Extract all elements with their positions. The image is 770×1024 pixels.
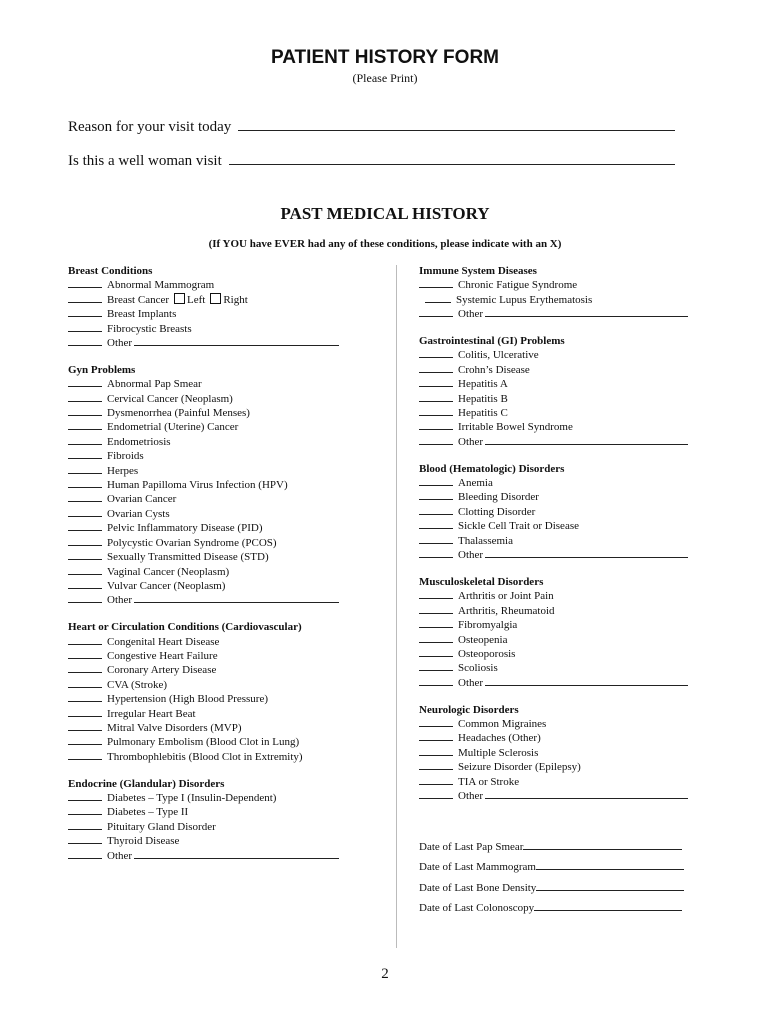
condition-group-immune-system-diseases: [419, 265, 709, 322]
condition-item-mitral-valve-disorders-mvp: [68, 721, 368, 735]
condition-label: Endometrial (Uterine) Cancer: [107, 421, 239, 434]
date-label: Date of Last Bone Density: [419, 881, 537, 894]
condition-group-endocrine-glandular-disorders: [68, 778, 368, 863]
check-blank[interactable]: [419, 618, 453, 628]
condition-group-title: Endocrine (Glandular) Disorders: [68, 777, 225, 790]
condition-item-arthritis-rheumatoid: [419, 604, 709, 618]
condition-item-crohn-s-disease: [419, 363, 709, 377]
condition-item-vulvar-cancer-neoplasm: [68, 579, 368, 593]
condition-group-gastrointestinal-gi-problems: [419, 335, 709, 449]
check-blank[interactable]: [419, 348, 453, 358]
condition-label: Other: [458, 435, 484, 448]
check-blank[interactable]: [68, 791, 102, 801]
other-specify-field[interactable]: [485, 676, 688, 686]
check-blank[interactable]: [419, 363, 453, 373]
check-blank[interactable]: [68, 392, 102, 402]
right-option-label: Right: [223, 293, 248, 306]
check-blank[interactable]: [419, 406, 453, 416]
condition-label: Other: [458, 789, 484, 802]
condition-label: Scoliosis: [458, 662, 498, 675]
check-blank[interactable]: [419, 789, 453, 799]
check-blank[interactable]: [68, 663, 102, 673]
check-blank[interactable]: [419, 278, 453, 288]
condition-item-ovarian-cysts: [68, 507, 368, 521]
condition-item-sickle-cell-trait-or-disease: [419, 519, 709, 533]
check-blank[interactable]: [68, 420, 102, 430]
check-blank[interactable]: [419, 476, 453, 486]
condition-label: Abnormal Pap Smear: [107, 378, 202, 391]
condition-label: Vaginal Cancer (Neoplasm): [107, 565, 230, 578]
condition-item-hypertension-high-blood-pressure: [68, 692, 368, 706]
column-divider: [396, 265, 397, 948]
condition-label: Sickle Cell Trait or Disease: [458, 520, 579, 533]
check-blank[interactable]: [68, 293, 102, 303]
check-blank[interactable]: [68, 406, 102, 416]
condition-label: Ovarian Cancer: [107, 493, 177, 506]
condition-label: Other: [458, 676, 484, 689]
condition-item-ovarian-cancer: [68, 492, 368, 506]
check-blank[interactable]: [419, 676, 453, 686]
other-specify-field[interactable]: [485, 789, 688, 799]
check-blank[interactable]: [419, 307, 453, 317]
condition-item-other: [419, 789, 709, 803]
condition-item-common-migraines: [419, 717, 709, 731]
condition-label: Ovarian Cysts: [107, 507, 170, 520]
condition-group-blood-hematologic-disorders: [419, 463, 709, 563]
screening-dates: [419, 840, 684, 921]
condition-item-fibromyalgia: [419, 618, 709, 632]
condition-label: Endometriosis: [107, 435, 171, 448]
condition-label: Pulmonary Embolism (Blood Clot in Lung): [107, 736, 300, 749]
check-blank[interactable]: [68, 565, 102, 575]
condition-item-thrombophlebitis-blood-clot-in-extremity: [68, 750, 368, 764]
condition-item-hepatitis-b: [419, 392, 709, 406]
condition-label: Congestive Heart Failure: [107, 649, 218, 662]
check-blank[interactable]: [68, 750, 102, 760]
condition-item-arthritis-or-joint-pain: [419, 589, 709, 603]
condition-label: Clotting Disorder: [458, 505, 536, 518]
condition-item-dysmenorrhea-painful-menses: [68, 406, 368, 420]
condition-label: Seizure Disorder (Epilepsy): [458, 761, 581, 774]
condition-item-irritable-bowel-syndrome: [419, 420, 709, 434]
condition-item-fibroids: [68, 449, 368, 463]
date-row-date-of-last-pap-smear: [419, 840, 684, 860]
date-label: Date of Last Mammogram: [419, 861, 536, 874]
condition-label: Sexually Transmitted Disease (STD): [107, 551, 269, 564]
condition-label: Irregular Heart Beat: [107, 707, 196, 720]
left-condition-column: [68, 265, 368, 876]
check-blank[interactable]: [68, 649, 102, 659]
check-blank[interactable]: [68, 721, 102, 731]
condition-item-thyroid-disease: [68, 834, 368, 848]
form-subtitle: (Please Print): [352, 71, 418, 85]
condition-label: Other: [107, 849, 133, 862]
date-field[interactable]: [534, 901, 682, 911]
condition-item-congestive-heart-failure: [68, 649, 368, 663]
condition-group-heart-or-circulation-conditions-cardiovascular: [68, 621, 368, 764]
condition-group-title: Gyn Problems: [68, 363, 136, 376]
check-blank[interactable]: [419, 760, 453, 770]
condition-label: Thrombophlebitis (Blood Clot in Extremity): [107, 750, 303, 763]
check-blank[interactable]: [68, 593, 102, 603]
check-blank[interactable]: [419, 377, 453, 387]
check-blank[interactable]: [419, 519, 453, 529]
condition-label: Diabetes – Type I (Insulin-Dependent): [107, 791, 277, 804]
condition-label: Pituitary Gland Disorder: [107, 820, 216, 833]
condition-item-other: [419, 435, 709, 449]
condition-label: Chronic Fatigue Syndrome: [458, 279, 578, 292]
condition-item-other: [419, 676, 709, 690]
check-blank[interactable]: [68, 735, 102, 745]
check-blank[interactable]: [68, 536, 102, 546]
condition-label: Fibroids: [107, 450, 144, 463]
condition-group-neurologic-disorders: [419, 704, 709, 804]
condition-label: CVA (Stroke): [107, 678, 167, 691]
other-specify-field[interactable]: [485, 548, 688, 558]
condition-label: Systemic Lupus Erythematosis: [456, 293, 593, 306]
condition-item-seizure-disorder-epilepsy: [419, 760, 709, 774]
date-row-date-of-last-bone-density: [419, 881, 684, 901]
condition-label: Coronary Artery Disease: [107, 664, 217, 677]
condition-item-endometrial-uterine-cancer: [68, 420, 368, 434]
condition-group-title: Immune System Diseases: [419, 265, 537, 277]
other-specify-field[interactable]: [134, 336, 339, 346]
right-checkbox[interactable]: [210, 293, 221, 304]
check-blank[interactable]: [419, 661, 453, 671]
check-blank[interactable]: [68, 849, 102, 859]
date-label: Date of Last Colonoscopy: [419, 901, 535, 914]
check-blank[interactable]: [68, 507, 102, 517]
condition-label: Other: [458, 549, 484, 562]
condition-group-title: Blood (Hematologic) Disorders: [419, 462, 565, 475]
well-woman-field[interactable]: [229, 150, 675, 165]
condition-label: Congenital Heart Disease: [107, 635, 220, 648]
other-specify-field[interactable]: [134, 593, 339, 603]
check-blank[interactable]: [68, 322, 102, 332]
condition-label: Human Papilloma Virus Infection (HPV): [107, 479, 288, 492]
condition-item-tia-or-stroke: [419, 775, 709, 789]
other-specify-field[interactable]: [134, 849, 339, 859]
condition-label: Arthritis, Rheumatoid: [458, 604, 555, 617]
condition-label: TIA or Stroke: [458, 775, 520, 788]
check-blank[interactable]: [419, 647, 453, 657]
condition-label: Anemia: [458, 477, 493, 490]
condition-item-bleeding-disorder: [419, 490, 709, 504]
check-blank[interactable]: [68, 377, 102, 387]
check-blank[interactable]: [68, 278, 102, 288]
check-blank[interactable]: [419, 589, 453, 599]
condition-group-title: Breast Conditions: [68, 265, 153, 277]
condition-label: Multiple Sclerosis: [458, 746, 539, 759]
condition-label: Thyroid Disease: [107, 835, 180, 848]
visit-reason-question: [68, 116, 675, 136]
check-blank[interactable]: [68, 550, 102, 560]
check-blank[interactable]: [419, 505, 453, 515]
check-blank[interactable]: [68, 478, 102, 488]
check-blank[interactable]: [68, 492, 102, 502]
check-blank[interactable]: [419, 534, 453, 544]
check-blank[interactable]: [68, 449, 102, 459]
condition-group-gyn-problems: [68, 364, 368, 608]
condition-label: Polycystic Ovarian Syndrome (PCOS): [107, 536, 277, 549]
condition-item-diabetes-type-i-insulin-dependent: [68, 791, 368, 805]
condition-label: Bleeding Disorder: [458, 491, 539, 504]
condition-label: Osteoporosis: [458, 647, 516, 660]
condition-item-abnormal-mammogram: [68, 278, 368, 292]
check-blank[interactable]: [68, 435, 102, 445]
condition-label: Other: [458, 308, 484, 321]
condition-label: Herpes: [107, 464, 139, 477]
date-row-date-of-last-colonoscopy: [419, 901, 684, 921]
condition-item-other: [68, 593, 368, 607]
condition-label: Breast Cancer: [107, 293, 169, 306]
left-option-label: Left: [187, 293, 206, 306]
condition-label: Diabetes – Type II: [107, 806, 189, 819]
condition-label: Mitral Valve Disorders (MVP): [107, 721, 242, 734]
condition-group-title: Heart or Circulation Conditions (Cardiovascular): [68, 621, 302, 634]
condition-item-breast-implants: [68, 307, 368, 321]
condition-item-headaches-other: [419, 731, 709, 745]
visit-reason-field[interactable]: [238, 116, 675, 131]
check-blank[interactable]: [419, 548, 453, 558]
condition-item-sexually-transmitted-disease-std: [68, 550, 368, 564]
condition-item-pelvic-inflammatory-disease-pid: [68, 521, 368, 535]
date-label: Date of Last Pap Smear: [419, 841, 524, 853]
condition-item-congenital-heart-disease: [68, 635, 368, 649]
condition-label: Hypertension (High Blood Pressure): [107, 693, 269, 706]
check-blank[interactable]: [419, 392, 453, 402]
form-title: PATIENT HISTORY FORM: [270, 47, 499, 68]
condition-label: Other: [107, 337, 133, 350]
check-blank[interactable]: [68, 307, 102, 317]
date-field[interactable]: [523, 840, 682, 850]
condition-item-multiple-sclerosis: [419, 746, 709, 760]
condition-label: Breast Implants: [107, 308, 177, 321]
condition-label: Headaches (Other): [458, 732, 541, 745]
condition-item-herpes: [68, 464, 368, 478]
condition-item-systemic-lupus-erythematosis: [419, 293, 709, 307]
page-number: 2: [381, 966, 389, 982]
check-blank[interactable]: [68, 805, 102, 815]
condition-item-abnormal-pap-smear: [68, 377, 368, 391]
left-checkbox[interactable]: [174, 293, 185, 304]
check-blank[interactable]: [68, 336, 102, 346]
condition-item-pulmonary-embolism-blood-clot-in-lung: [68, 735, 368, 749]
condition-label: Abnormal Mammogram: [107, 279, 215, 292]
condition-label: Dysmenorrhea (Painful Menses): [107, 407, 250, 420]
condition-item-osteopenia: [419, 633, 709, 647]
visit-reason-label: Reason for your visit today: [68, 119, 232, 135]
condition-item-chronic-fatigue-syndrome: [419, 278, 709, 292]
condition-item-pituitary-gland-disorder: [68, 820, 368, 834]
condition-label: Crohn’s Disease: [458, 363, 530, 376]
check-blank[interactable]: [419, 420, 453, 430]
well-woman-question: [68, 150, 675, 170]
check-blank[interactable]: [68, 834, 102, 844]
condition-item-cva-stroke: [68, 678, 368, 692]
check-blank[interactable]: [419, 731, 453, 741]
check-blank[interactable]: [425, 293, 451, 303]
check-blank[interactable]: [68, 521, 102, 531]
condition-label: Arthritis or Joint Pain: [458, 590, 554, 603]
condition-item-hepatitis-a: [419, 377, 709, 391]
condition-group-title: Gastrointestinal (GI) Problems: [419, 335, 565, 348]
other-specify-field[interactable]: [485, 307, 688, 317]
check-blank[interactable]: [419, 746, 453, 756]
condition-item-other: [419, 548, 709, 562]
condition-item-cervical-cancer-neoplasm: [68, 392, 368, 406]
condition-label: Fibrocystic Breasts: [107, 322, 192, 335]
condition-label: Pelvic Inflammatory Disease (PID): [107, 522, 263, 535]
condition-item-colitis-ulcerative: [419, 348, 709, 362]
check-blank[interactable]: [68, 820, 102, 830]
check-blank[interactable]: [419, 775, 453, 785]
condition-item-coronary-artery-disease: [68, 663, 368, 677]
check-blank[interactable]: [419, 490, 453, 500]
check-blank[interactable]: [419, 717, 453, 727]
condition-item-hepatitis-c: [419, 406, 709, 420]
condition-item-irregular-heart-beat: [68, 707, 368, 721]
condition-label: Cervical Cancer (Neoplasm): [107, 392, 233, 405]
condition-item-scoliosis: [419, 661, 709, 675]
other-specify-field[interactable]: [485, 435, 688, 445]
condition-label: Colitis, Ulcerative: [458, 349, 539, 362]
condition-label: Vulvar Cancer (Neoplasm): [107, 579, 226, 592]
condition-label: Hepatitis C: [458, 407, 508, 420]
condition-item-endometriosis: [68, 435, 368, 449]
condition-item-human-papilloma-virus-infection-hpv: [68, 478, 368, 492]
condition-label: Common Migraines: [458, 717, 547, 730]
condition-group-title: Neurologic Disorders: [419, 703, 519, 716]
condition-label: Hepatitis A: [458, 378, 508, 391]
condition-label: Hepatitis B: [458, 392, 508, 405]
condition-label: Osteopenia: [458, 633, 508, 646]
check-blank[interactable]: [68, 707, 102, 717]
check-blank[interactable]: [68, 635, 102, 645]
condition-group-title: Musculoskeletal Disorders: [419, 575, 544, 588]
condition-item-other: [419, 307, 709, 321]
condition-label: Other: [107, 594, 133, 607]
condition-group-musculoskeletal-disorders: [419, 576, 709, 690]
history-instruction: (If YOU have EVER had any of these conditions, please indicate with an X): [208, 238, 562, 250]
condition-group-breast-conditions: [68, 265, 368, 350]
condition-item-thalassemia: [419, 534, 709, 548]
check-blank[interactable]: [68, 678, 102, 688]
well-woman-label: Is this a well woman visit: [68, 153, 222, 169]
right-condition-column: [419, 265, 709, 817]
condition-item-anemia: [419, 476, 709, 490]
check-blank[interactable]: [419, 604, 453, 614]
condition-label: Thalassemia: [458, 534, 513, 547]
condition-item-vaginal-cancer-neoplasm: [68, 565, 368, 579]
check-blank[interactable]: [68, 464, 102, 474]
condition-item-polycystic-ovarian-syndrome-pcos: [68, 536, 368, 550]
condition-item-fibrocystic-breasts: [68, 322, 368, 336]
check-blank[interactable]: [68, 579, 102, 589]
condition-item-osteoporosis: [419, 647, 709, 661]
condition-item-other: [68, 336, 368, 350]
date-field[interactable]: [536, 881, 684, 891]
date-row-date-of-last-mammogram: [419, 860, 684, 880]
condition-item-diabetes-type-ii: [68, 805, 368, 819]
check-blank[interactable]: [68, 692, 102, 702]
condition-item-other: [68, 849, 368, 863]
check-blank[interactable]: [419, 633, 453, 643]
condition-item-clotting-disorder: [419, 505, 709, 519]
check-blank[interactable]: [419, 435, 453, 445]
condition-item-breast-cancer: [68, 293, 368, 307]
date-field[interactable]: [536, 860, 684, 870]
past-medical-history-title: PAST MEDICAL HISTORY: [280, 204, 490, 223]
condition-label: Fibromyalgia: [458, 619, 518, 632]
condition-label: Irritable Bowel Syndrome: [458, 421, 573, 434]
